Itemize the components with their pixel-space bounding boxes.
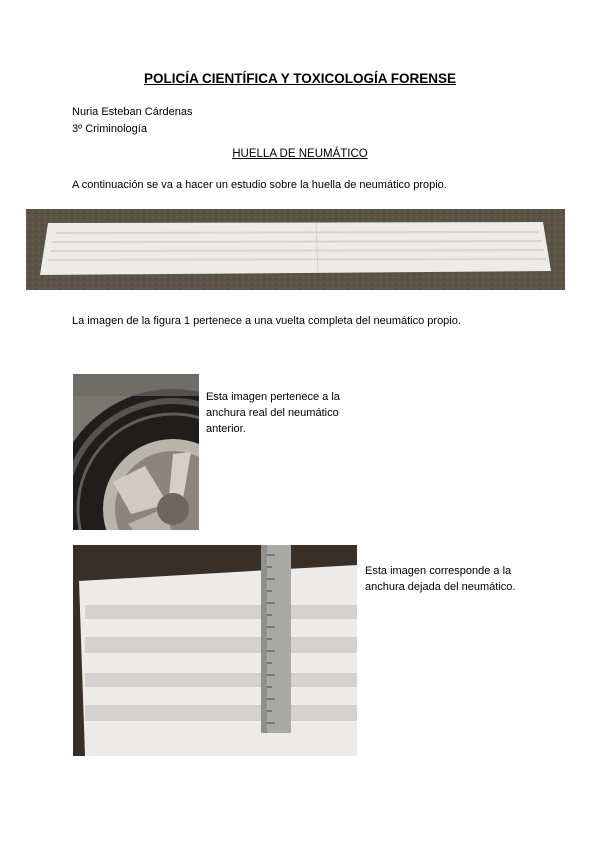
tire-text-line: anchura real del neumático (206, 407, 339, 419)
document-title: POLICÍA CIENTÍFICA Y TOXICOLOGÍA FORENSE (143, 71, 457, 86)
tire-strip-photo (26, 209, 565, 290)
print-photo-description (365, 563, 535, 595)
print-text-line: anchura dejada del neumático. (365, 581, 516, 593)
author-name: Nuria Esteban Cárdenas (72, 106, 193, 118)
tire-photo-description (206, 389, 356, 437)
tire-wheel-image (73, 374, 199, 530)
tire-text-line: Esta imagen pertenece a la (206, 391, 340, 403)
print-width-photo (73, 545, 357, 756)
figure-1-tire-print-strip (26, 209, 565, 290)
author-block (72, 104, 192, 138)
course-label: 3º Criminología (72, 123, 147, 135)
tire-photo (73, 374, 199, 530)
print-text-line: Esta imagen corresponde a la (365, 565, 512, 577)
section-heading: HUELLA DE NEUMÁTICO (232, 148, 368, 160)
print-with-ruler-image (73, 545, 357, 756)
intro-paragraph: A continuación se va a hacer un estudio sobre la huella de neumático propio. (72, 179, 447, 191)
tire-text-line: anterior. (206, 423, 246, 435)
figure-1-caption: La imagen de la figura 1 pertenece a una vuelta completa del neumático propio. (72, 315, 461, 327)
